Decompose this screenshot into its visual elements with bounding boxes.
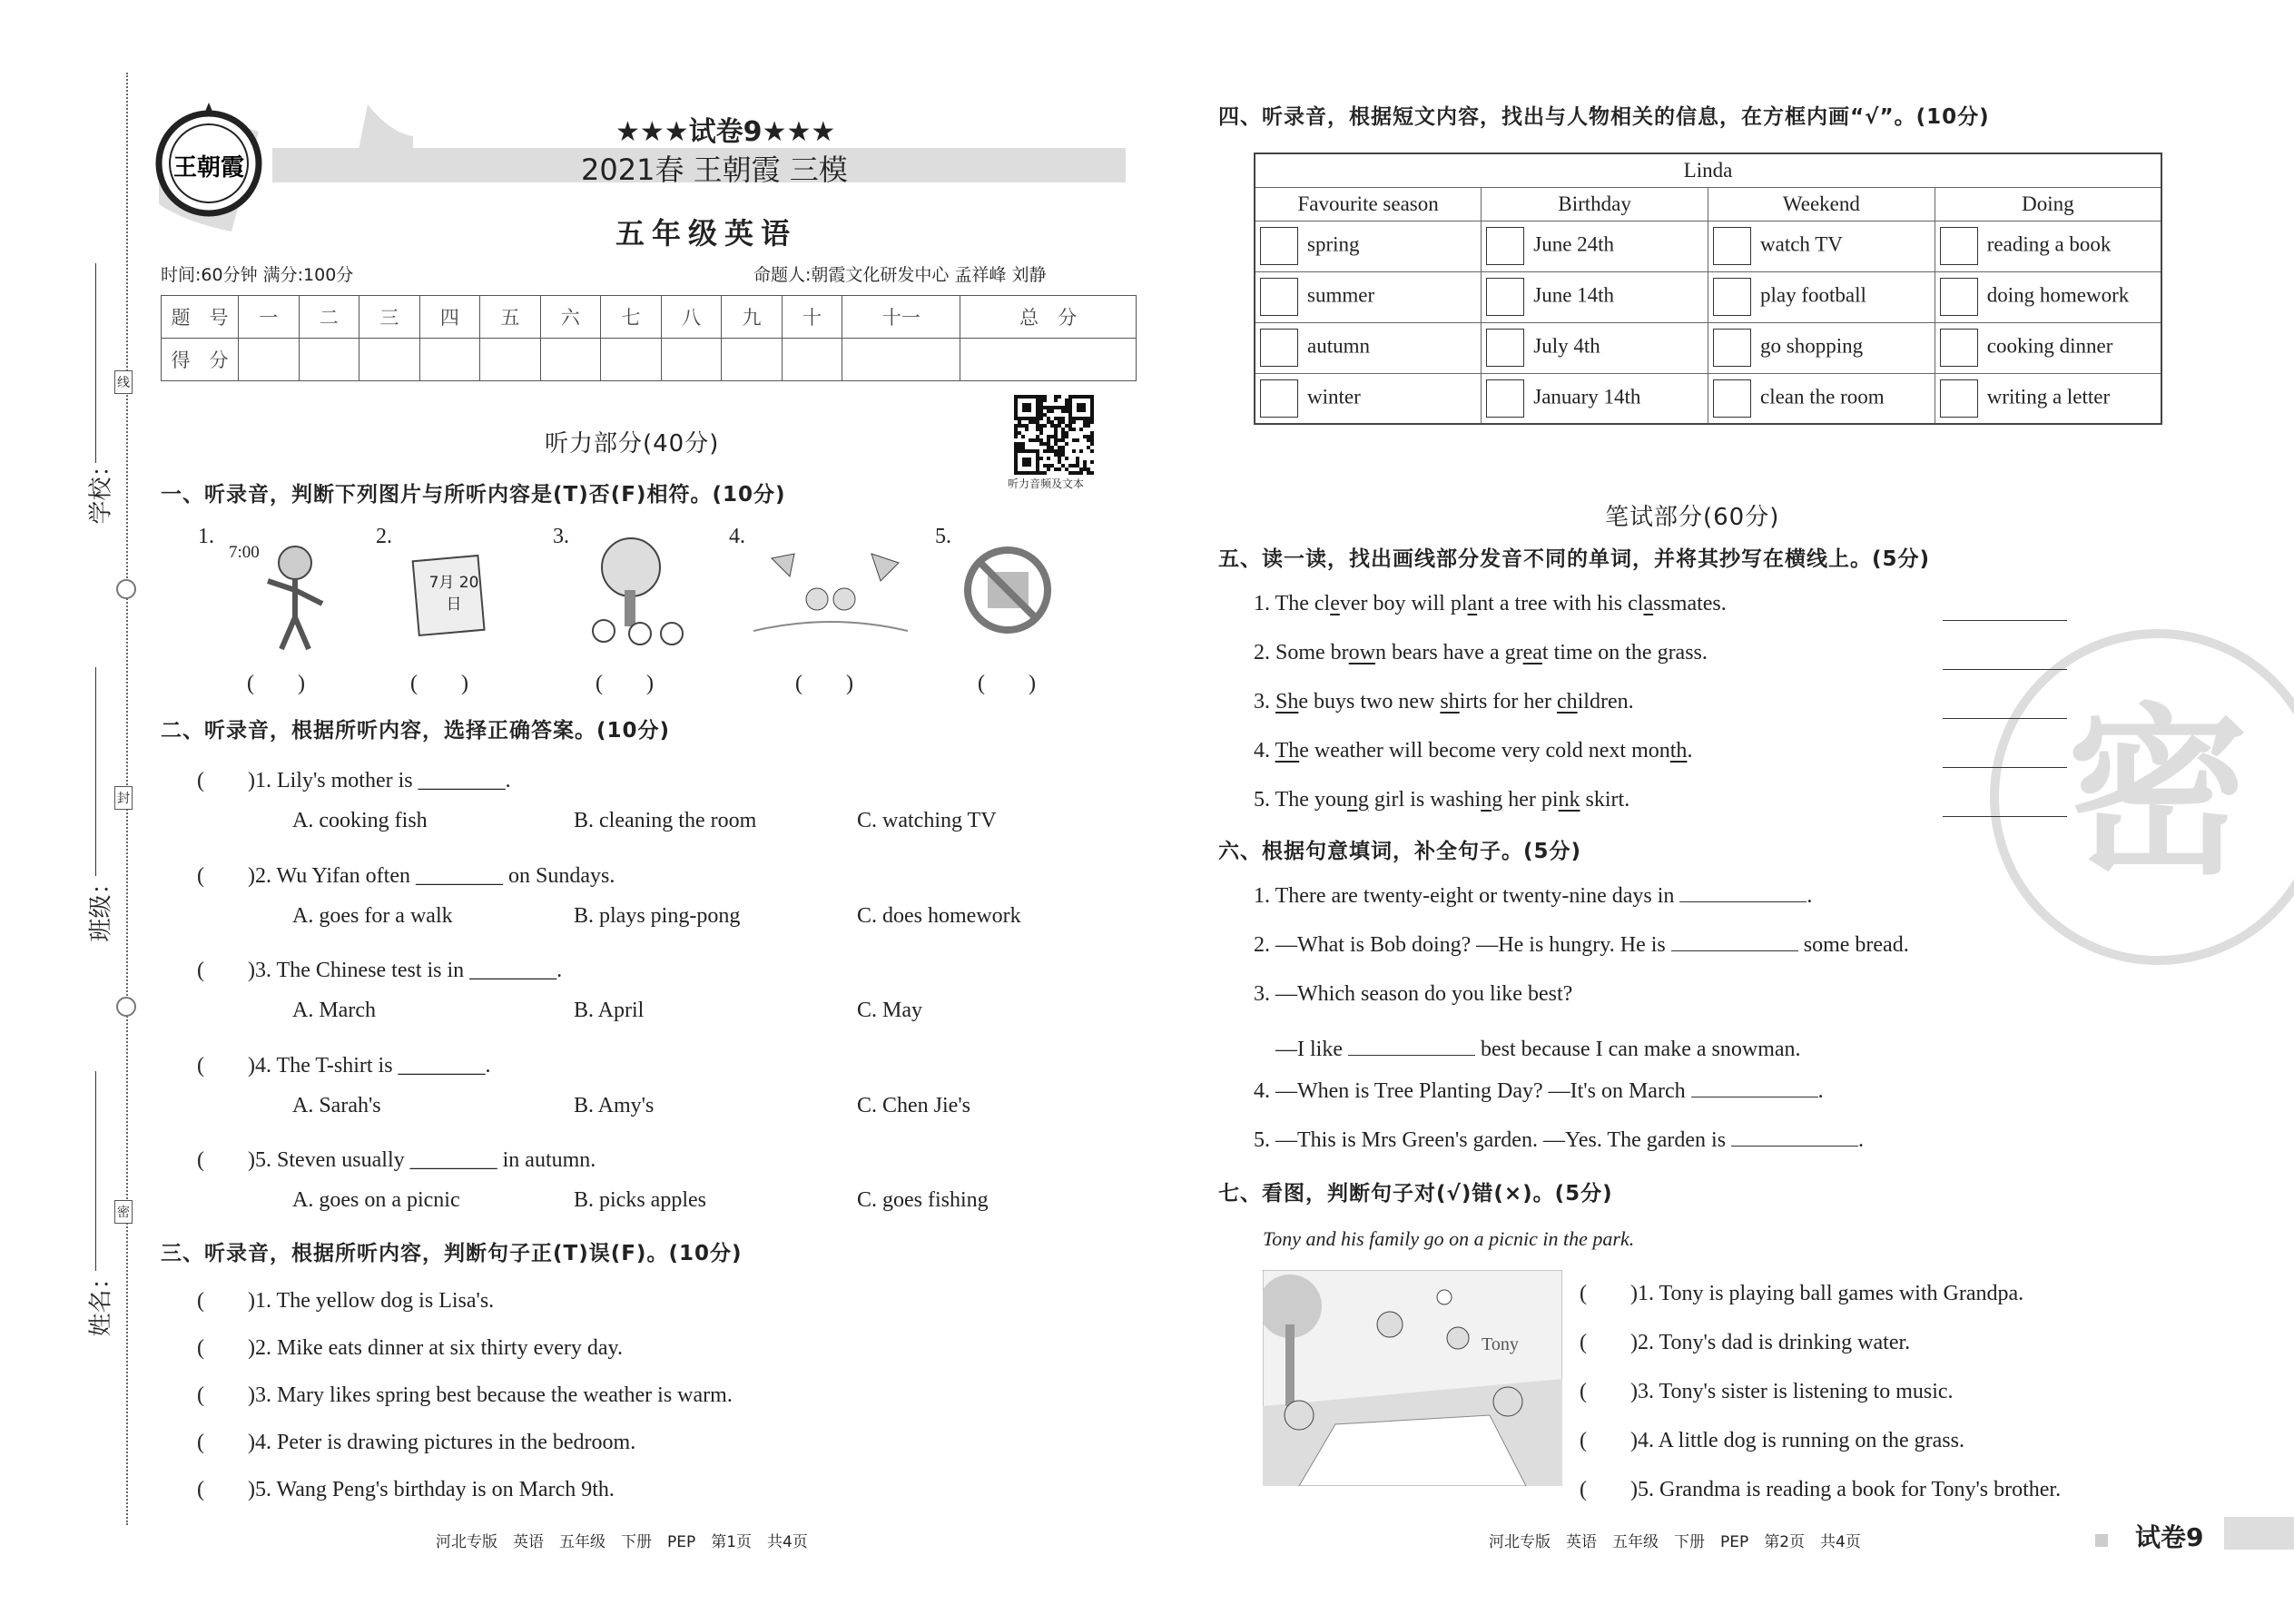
question-1[interactable]: ( )1. Lily's mother is ________. xyxy=(197,769,511,792)
checkbox[interactable] xyxy=(1260,278,1298,316)
binding-hole xyxy=(116,997,136,1017)
table-cell xyxy=(1708,221,1935,271)
score-col-header: 六 xyxy=(540,296,601,339)
option-c[interactable]: C. goes fishing xyxy=(857,1188,989,1212)
option-a[interactable]: A. goes for a walk xyxy=(292,903,453,928)
svg-text:密: 密 xyxy=(2066,688,2250,900)
underlined-letters: ow xyxy=(1348,641,1376,664)
option-label: play football xyxy=(1760,283,1866,307)
score-col-header: 七 xyxy=(601,296,662,339)
pronunciation-item-1 xyxy=(1254,592,1727,616)
question-2[interactable]: ( )2. Wu Yifan often ________ on Sundays. xyxy=(197,863,615,888)
answer-blank[interactable] xyxy=(1671,933,1798,951)
sentence-text: . xyxy=(1858,1128,1865,1152)
underlined-letters: th xyxy=(1669,739,1688,763)
score-cell[interactable] xyxy=(960,339,1137,381)
table-row xyxy=(1255,322,2161,373)
underlined-letters: Sh xyxy=(1275,690,1299,714)
answer-bracket[interactable]: ( ) xyxy=(978,672,1036,695)
underlined-letters: a xyxy=(1467,592,1478,615)
score-col-header: 总 分 xyxy=(960,296,1137,339)
score-col-header: 十一 xyxy=(842,296,960,339)
answer-bracket[interactable]: ( ) xyxy=(795,672,853,695)
writing-title: 笔试部分(60分) xyxy=(1605,504,1780,531)
underlined-letters: sh xyxy=(1440,690,1460,714)
score-cell[interactable] xyxy=(842,339,960,381)
picture-number: 2. xyxy=(376,525,392,548)
option-label: watch TV xyxy=(1760,232,1843,256)
linda-table xyxy=(1254,153,2162,425)
sentence-text: 3. xyxy=(1254,690,1275,714)
table-cell xyxy=(1935,271,2161,322)
checkbox[interactable] xyxy=(1713,227,1751,265)
score-cell[interactable] xyxy=(299,339,359,381)
score-cell[interactable] xyxy=(782,339,842,381)
table-cell xyxy=(1935,221,2161,271)
banner-title: 2021春 王朝霞 三模 xyxy=(581,153,848,187)
name-line[interactable] xyxy=(95,1071,96,1271)
option-label: doing homework xyxy=(1986,283,2130,307)
answer-line[interactable] xyxy=(1943,652,2067,670)
listening-title: 听力部分(40分) xyxy=(545,430,720,458)
sentence-text: e weather will become very cold next mon xyxy=(1299,739,1670,763)
answer-blank[interactable] xyxy=(1679,884,1807,902)
sentence-text: 5. —This is Mrs Green's garden. —Yes. The garden is xyxy=(1254,1128,1727,1152)
score-cell[interactable] xyxy=(540,339,601,381)
section6-title: 六、根据句意填词，补全句子。(5分) xyxy=(1218,840,1582,863)
time-info: 时间:60分钟 满分:100分 xyxy=(161,265,354,285)
pronunciation-item-4 xyxy=(1254,739,1692,763)
option-label: summer xyxy=(1307,283,1375,307)
option-b[interactable]: B. Amy's xyxy=(574,1093,655,1117)
answer-blank[interactable] xyxy=(1691,1079,1818,1097)
checkbox[interactable] xyxy=(1713,278,1751,316)
score-col-header: 九 xyxy=(722,296,783,339)
score-cell[interactable] xyxy=(239,339,300,381)
option-label: July 4th xyxy=(1533,334,1600,358)
underlined-letters: ng xyxy=(1481,788,1503,812)
table-cell xyxy=(1255,373,1482,424)
underlined-letters: nk xyxy=(1558,788,1580,812)
option-a[interactable]: A. Sarah's xyxy=(292,1093,381,1117)
answer-line[interactable] xyxy=(1943,799,2067,817)
option-label: writing a letter xyxy=(1986,385,2111,408)
option-c[interactable]: C. May xyxy=(857,999,922,1022)
option-b[interactable]: B. cleaning the room xyxy=(574,809,757,832)
answer-line[interactable] xyxy=(1943,701,2067,719)
underlined-letters: e xyxy=(1330,592,1340,615)
pronunciation-item-5 xyxy=(1254,788,1629,812)
secret-watermark xyxy=(1990,629,2294,965)
checkbox[interactable] xyxy=(1260,329,1298,367)
sentence-text: 2. Some br xyxy=(1254,641,1349,664)
picture-no-books-sign xyxy=(962,545,1053,635)
option-label: clean the room xyxy=(1760,385,1885,408)
option-label: January 14th xyxy=(1533,385,1641,408)
section5-title: 五、读一读，找出画线部分发音不同的单词，并将其抄写在横线上。(5分) xyxy=(1218,547,1931,571)
picture-boy-exercising xyxy=(245,540,336,654)
score-col-header: 一 xyxy=(239,296,300,339)
picture-number: 1. xyxy=(198,525,214,548)
fill-item-3 xyxy=(1254,982,1572,1007)
section1-title: 一、听录音，判断下列图片与所听内容是(T)否(F)相符。(10分) xyxy=(161,483,786,507)
sentence-text: best because I can make a snowman. xyxy=(1474,1038,1801,1062)
sentence-text: 1. The cl xyxy=(1254,592,1331,615)
checkbox[interactable] xyxy=(1486,278,1524,316)
checkbox[interactable] xyxy=(1940,379,1978,418)
checkbox[interactable] xyxy=(1260,379,1298,418)
table-cell xyxy=(1935,322,2161,373)
seal-mark-line: 线 xyxy=(114,370,133,394)
table-cell xyxy=(1708,322,1935,373)
linda-name: Linda xyxy=(1255,153,2161,187)
fill-item-4 xyxy=(1254,1030,1801,1062)
checkbox[interactable] xyxy=(1260,227,1298,265)
score-cell[interactable] xyxy=(601,339,662,381)
tf-item-5[interactable]: ( )5. Wang Peng's birthday is on March 9th. xyxy=(197,1478,615,1501)
sentence-text: nt a tree with his cl xyxy=(1477,592,1644,615)
pic2-date: 7月 20日 xyxy=(428,574,479,614)
sentence-text: 5. The you xyxy=(1254,788,1347,812)
sentence-text: 3. —Which season do you like best? xyxy=(1254,981,1573,1006)
school-line[interactable] xyxy=(95,263,96,463)
score-col-header: 二 xyxy=(299,296,359,339)
fill-item-5 xyxy=(1254,1079,1824,1104)
answer-bracket[interactable]: ( ) xyxy=(247,672,305,695)
table-cell xyxy=(1482,322,1708,373)
option-c[interactable]: C. watching TV xyxy=(857,809,997,832)
underlined-letters: Th xyxy=(1275,739,1300,763)
footer-right: 河北专版 英语 五年级 下册 PEP 第2页 共4页 xyxy=(1489,1533,1861,1551)
score-table xyxy=(161,295,1137,381)
picture-number: 5. xyxy=(935,525,951,548)
table-cell xyxy=(1482,373,1708,424)
sentence-text: ssmates. xyxy=(1653,592,1727,615)
picture-number: 3. xyxy=(553,525,569,548)
sentence-text: t time on the grass. xyxy=(1541,641,1708,664)
sentence-text: girl is washi xyxy=(1368,788,1482,812)
sentence-text: 2. —What is Bob doing? —He is hungry. He is xyxy=(1254,932,1666,957)
checkbox[interactable] xyxy=(1486,227,1524,265)
option-b[interactable]: B. picks apples xyxy=(574,1188,706,1212)
score-cell[interactable] xyxy=(359,339,420,381)
table-cell xyxy=(1935,373,2161,424)
column-header: Birthday xyxy=(1482,187,1708,221)
answer-bracket[interactable]: ( ) xyxy=(596,672,654,695)
sentence-text: n bears have a gr xyxy=(1375,641,1523,664)
sentence-text: ildren. xyxy=(1577,690,1634,714)
qr-code xyxy=(1014,395,1094,475)
fill-item-1 xyxy=(1254,884,1812,909)
section7-title: 七、看图，判断句子对(√)错(×)。(5分) xyxy=(1218,1182,1613,1206)
score-row-label: 得 分 xyxy=(162,339,239,381)
tf-item-3[interactable]: ( )3. Mary likes spring best because the weather is warm. xyxy=(197,1383,733,1407)
option-a[interactable]: A. goes on a picnic xyxy=(292,1188,460,1212)
pic1-time: 7:00 xyxy=(229,543,260,562)
question-3[interactable]: ( )3. The Chinese test is in ________. xyxy=(197,959,563,982)
exam-number-text: 试卷9 xyxy=(688,116,763,148)
score-row-label: 题 号 xyxy=(162,296,239,339)
tf-item-2[interactable]: ( )2. Mike eats dinner at six thirty every day. xyxy=(197,1336,623,1360)
fill-item-6 xyxy=(1254,1128,1864,1153)
score-cell[interactable] xyxy=(480,339,541,381)
picture-tree-planting xyxy=(581,536,699,649)
section3-title: 三、听录音，根据所听内容，判断句子正(T)误(F)。(10分) xyxy=(161,1242,743,1265)
seal-mark-secret: 密 xyxy=(114,1200,133,1224)
pronunciation-item-2 xyxy=(1254,641,1708,665)
option-c[interactable]: C. does homework xyxy=(857,903,1021,928)
tf-item-1[interactable]: ( )1. The yellow dog is Lisa's. xyxy=(197,1289,495,1313)
class-line[interactable] xyxy=(95,667,96,876)
picture-kite-flying xyxy=(753,549,908,640)
table-cell xyxy=(1482,271,1708,322)
picture-number: 4. xyxy=(729,525,745,548)
option-a[interactable]: A. March xyxy=(292,999,376,1022)
option-b[interactable]: B. plays ping-pong xyxy=(574,903,741,928)
score-cell[interactable] xyxy=(661,339,722,381)
table-cell xyxy=(1255,271,1482,322)
score-col-header: 三 xyxy=(359,296,420,339)
option-label: winter xyxy=(1307,385,1361,408)
sentence-text: . xyxy=(1817,1079,1824,1104)
column-header: Favourite season xyxy=(1255,187,1482,221)
answer-bracket[interactable]: ( ) xyxy=(410,672,468,695)
option-label: go shopping xyxy=(1760,334,1864,358)
sentence-text: some bread. xyxy=(1797,932,1909,957)
score-col-header: 八 xyxy=(661,296,722,339)
judge-item-2[interactable]: ( )2. Tony's dad is drinking water. xyxy=(1580,1331,1911,1354)
answer-blank[interactable] xyxy=(1731,1128,1858,1147)
sentence-text: ver boy will pl xyxy=(1339,592,1468,615)
binding-hole xyxy=(116,579,136,599)
footer-badge: 试卷9 xyxy=(2135,1522,2204,1552)
fill-item-2 xyxy=(1254,933,1909,958)
table-cell xyxy=(1255,221,1482,271)
table-cell xyxy=(1708,373,1935,424)
answer-blank[interactable] xyxy=(1348,1038,1475,1056)
sentence-text: e buys two new xyxy=(1298,690,1441,714)
qr-caption: 听力音频及文本 xyxy=(1008,477,1085,490)
checkbox[interactable] xyxy=(1940,227,1978,265)
sentence-text: skirt. xyxy=(1580,788,1630,812)
pronunciation-item-3 xyxy=(1254,690,1634,714)
sentence-text: irts for her xyxy=(1459,690,1557,714)
footer-badge-bg xyxy=(2224,1517,2294,1550)
checkbox[interactable] xyxy=(1940,278,1978,316)
question-5[interactable]: ( )5. Steven usually ________ in autumn. xyxy=(197,1148,596,1172)
sentence-text: . xyxy=(1687,739,1693,763)
answer-line[interactable] xyxy=(1943,603,2067,621)
footer-left: 河北专版 英语 五年级 下册 PEP 第1页 共4页 xyxy=(436,1533,808,1551)
checkbox[interactable] xyxy=(1486,329,1524,367)
underlined-letters: ng xyxy=(1346,788,1369,812)
class-label: 班级： xyxy=(87,871,115,942)
exam-number: ★★★试卷9★★★ xyxy=(615,116,836,148)
question-4[interactable]: ( )4. The T-shirt is ________. xyxy=(197,1053,491,1078)
picnic-caption: Tony and his family go on a picnic in the park. xyxy=(1263,1227,1635,1250)
option-label: June 24th xyxy=(1533,232,1615,256)
option-b[interactable]: B. April xyxy=(574,999,645,1022)
picture-family-picnic xyxy=(1263,1270,1562,1486)
judge-item-4[interactable]: ( )4. A little dog is running on the grass. xyxy=(1580,1429,1964,1452)
checkbox[interactable] xyxy=(1940,329,1978,367)
option-label: reading a book xyxy=(1986,232,2112,256)
name-label: 姓名： xyxy=(87,1265,115,1337)
option-label: June 14th xyxy=(1533,283,1615,307)
table-row xyxy=(1255,373,2161,424)
table-cell xyxy=(1482,221,1708,271)
tf-item-4[interactable]: ( )4. Peter is drawing pictures in the bedroom. xyxy=(197,1431,636,1454)
option-label: autumn xyxy=(1307,334,1370,358)
subject-title: 五年级英语 xyxy=(615,216,798,251)
score-cell[interactable] xyxy=(722,339,783,381)
score-col-header: 四 xyxy=(419,296,480,339)
judge-item-1[interactable]: ( )1. Tony is playing ball games with Grandpa. xyxy=(1580,1282,2024,1305)
underlined-letters: ch xyxy=(1556,690,1578,714)
table-cell xyxy=(1255,322,1482,373)
table-cell xyxy=(1708,271,1935,322)
sentence-text: her pi xyxy=(1502,788,1559,812)
school-label: 学校： xyxy=(87,453,115,525)
option-label: spring xyxy=(1307,232,1360,256)
footer-badge-deco xyxy=(2095,1534,2108,1547)
option-label: cooking dinner xyxy=(1986,334,2113,358)
seal-mark-seal: 封 xyxy=(114,786,133,810)
judge-item-5[interactable]: ( )5. Grandma is reading a book for Tony's brother. xyxy=(1580,1478,2062,1501)
tony-label: Tony xyxy=(1482,1334,1519,1354)
sentence-text: 4. —When is Tree Planting Day? —It's on March xyxy=(1254,1079,1686,1104)
underlined-letters: a xyxy=(1643,592,1654,615)
table-row xyxy=(1255,221,2161,271)
underlined-letters: ea xyxy=(1522,641,1542,664)
section2-title: 二、听录音，根据所听内容，选择正确答案。(10分) xyxy=(161,719,671,743)
sentence-text: 1. There are twenty-eight or twenty-nine days in xyxy=(1254,884,1675,908)
option-a[interactable]: A. cooking fish xyxy=(292,809,428,832)
score-col-header: 五 xyxy=(480,296,541,339)
score-cell[interactable] xyxy=(419,339,480,381)
sentence-text: 4. xyxy=(1254,739,1275,763)
sentence-text: —I like xyxy=(1254,1038,1343,1062)
sentence-text: . xyxy=(1807,884,1813,908)
checkbox[interactable] xyxy=(1713,379,1751,418)
table-row xyxy=(1255,271,2161,322)
authors-info: 命题人:朝霞文化研发中心 孟祥峰 刘静 xyxy=(753,265,1047,285)
score-col-header: 十 xyxy=(782,296,842,339)
section4-title: 四、听录音，根据短文内容，找出与人物相关的信息，在方框内画“√”。(10分) xyxy=(1218,105,1990,129)
checkbox[interactable] xyxy=(1486,379,1524,418)
answer-line[interactable] xyxy=(1943,750,2067,768)
svg-text:王朝霞: 王朝霞 xyxy=(172,154,245,182)
checkbox[interactable] xyxy=(1713,329,1751,367)
column-header: Weekend xyxy=(1708,187,1935,221)
option-c[interactable]: C. Chen Jie's xyxy=(857,1093,970,1117)
column-header: Doing xyxy=(1935,187,2161,221)
judge-item-3[interactable]: ( )3. Tony's sister is listening to music. xyxy=(1580,1380,1954,1403)
